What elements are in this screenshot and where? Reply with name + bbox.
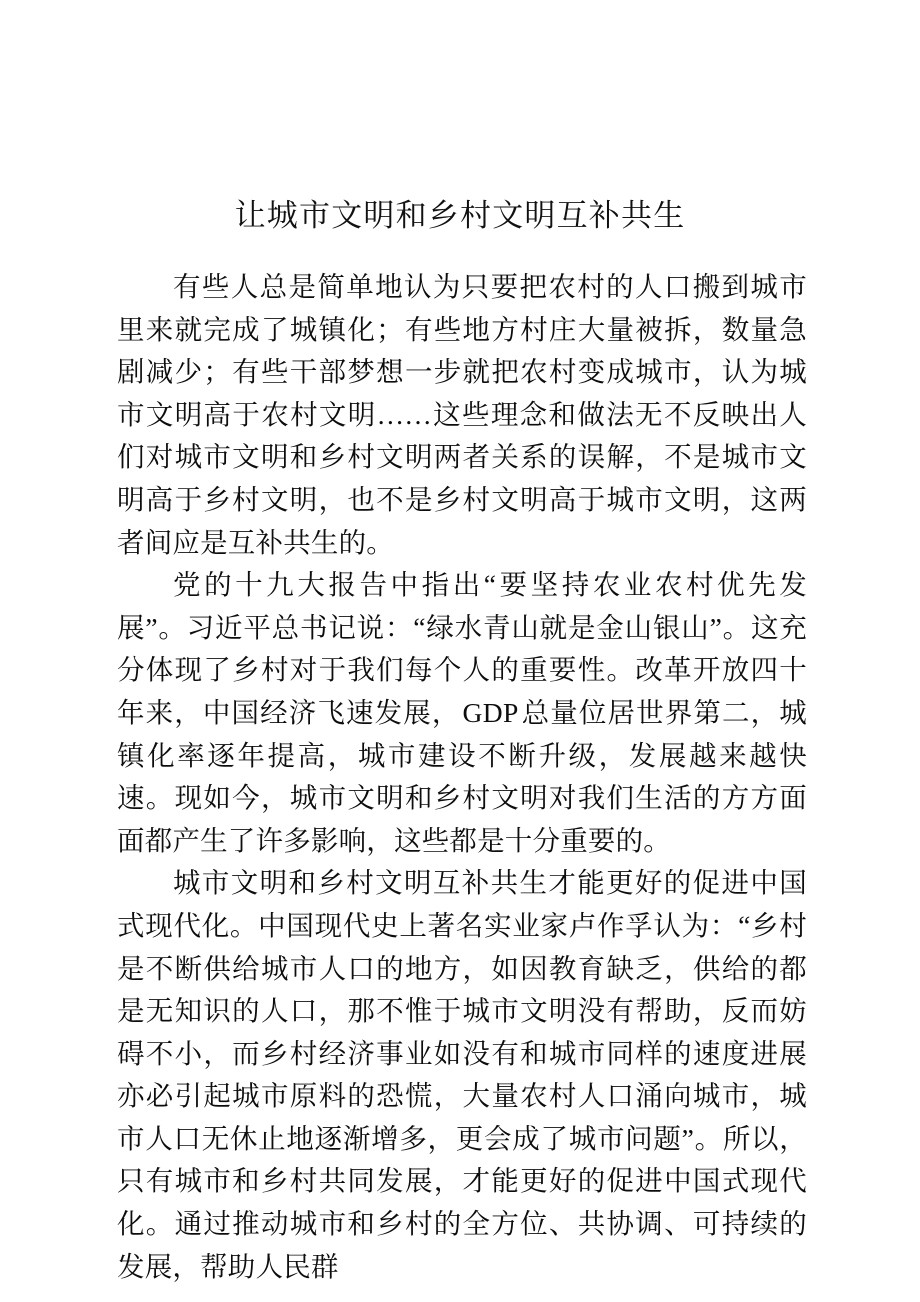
paragraph-3: 城市文明和乡村文明互补共生才能更好的促进中国式现代化。中国现代史上著名实业家卢作孚认为：“乡村是不断供给城市人口的地方，如因教育缺乏，供给的都是无知识的人口，那不惟于城市文明没有帮助，反而妨碍不小，而乡村经济事业如没有和城市同样的速度进展亦必引起城市原料的恐慌，大量农村人口涌向城市，城市人口无休止地逐渐增多，更会成了城市问题”。所以，只有城市和乡村共同发展，才能更好的促进中国式现代化。通过推动城市和乡村的全方位、共协调、可持续的发展，帮助人民群	[117, 867, 807, 1282]
paragraph-2	[117, 564, 807, 862]
page-title: 让城市文明和乡村文明互补共生	[234, 197, 686, 233]
paragraph-2-latin-run: GDP	[462, 696, 519, 728]
paragraph-1: 有些人总是简单地认为只要把农村的人口搬到城市里来就完成了城镇化；有些地方村庄大量被拆，数量急剧减少；有些干部梦想一步就把农村变成城市，认为城市文明高于农村文明……这些理念和做法无不反映出人们对城市文明和乡村文明两者关系的误解，不是城市文明高于乡村文明，也不是乡村文明高于城市文明，这两者间应是互补共生的。	[117, 271, 807, 558]
paragraph-2-part-after-latin: 总量位居世界第二，城镇化率逐年提高，城市建设不断升级，发展越来越快速。现如今，城市文明和乡村文明对我们生活的方方面面都产生了许多影响，这些都是十分重要的。	[117, 696, 807, 856]
paragraph-2-part-before-latin: 党的十九大报告中指出“要坚持农业农村优先发展”。习近平总书记说：“绿水青山就是金山银山”。这充分体现了乡村对于我们每个人的重要性。改革开放四十年来，中国经济飞速发展，	[117, 569, 807, 728]
body-text-block	[117, 266, 807, 1288]
